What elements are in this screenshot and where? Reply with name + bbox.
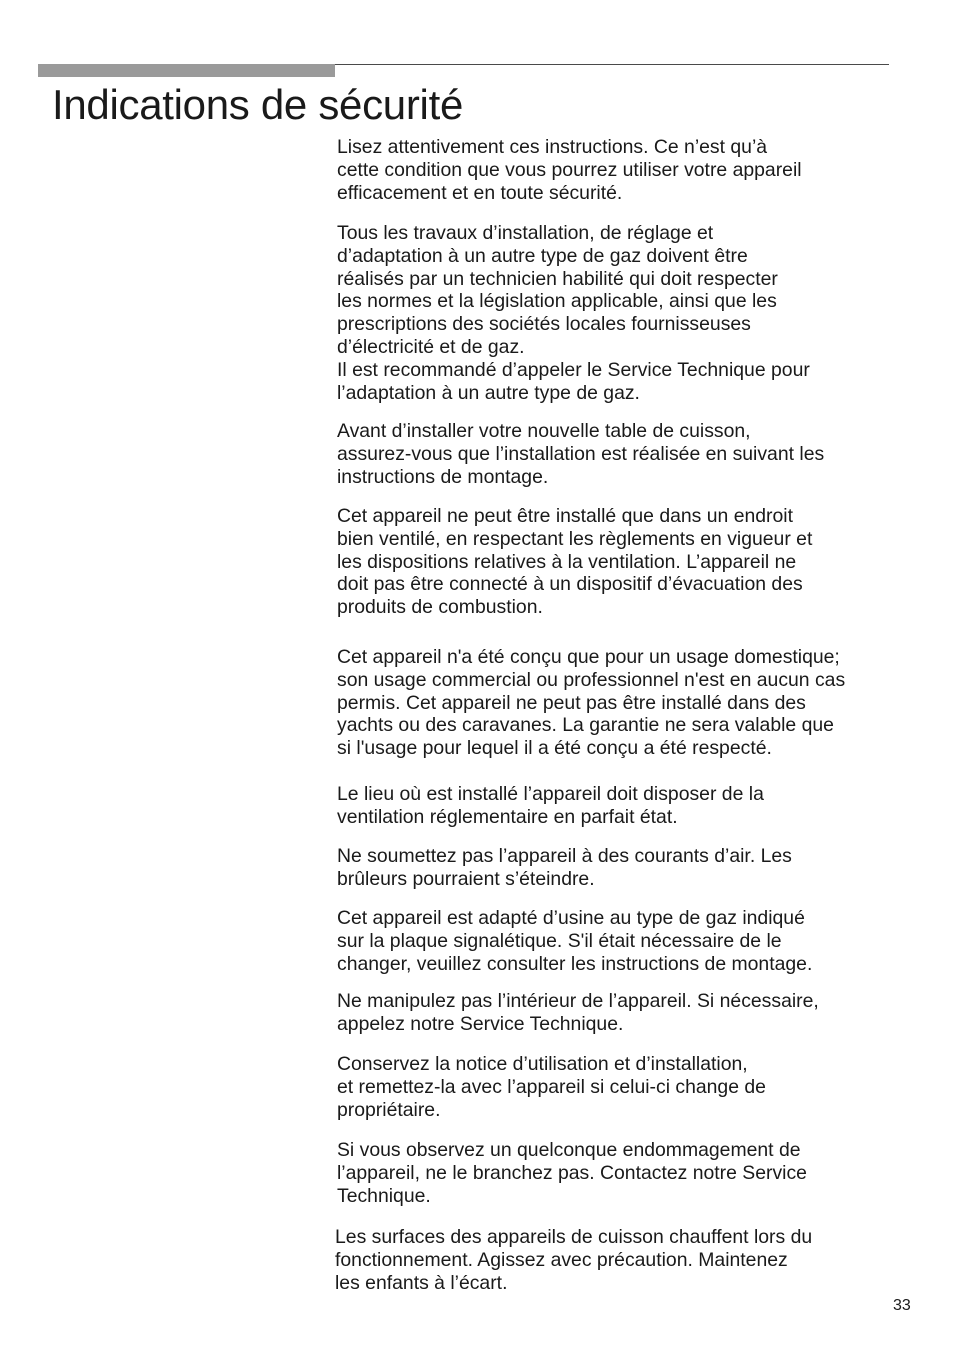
paragraph-line: produits de combustion.	[337, 596, 543, 619]
safety-paragraph	[337, 505, 917, 619]
page-title: Indications de sécurité	[52, 81, 464, 128]
header-accent-bar	[38, 64, 335, 77]
safety-paragraph	[337, 907, 917, 975]
paragraph-line: les dispositions relatives à la ventilation. L’appareil ne	[337, 550, 797, 573]
paragraph-line: sur la plaque signalétique. S'il était nécessaire de le	[337, 929, 782, 952]
safety-paragraph	[337, 646, 917, 760]
safety-paragraph	[337, 136, 917, 204]
paragraph-line: Ne manipulez pas l’intérieur de l’appareil. Si nécessaire,	[337, 990, 819, 1012]
paragraph-line: les normes et la législation applicable, ainsi que les	[337, 290, 777, 313]
safety-paragraph	[337, 1139, 917, 1207]
paragraph-line: l’adaptation à un autre type de gaz.	[337, 381, 640, 404]
paragraph-line: Cet appareil ne peut être installé que dans un endroit	[337, 505, 793, 527]
paragraph-line: d’adaptation à un autre type de gaz doivent être	[337, 244, 748, 267]
safety-paragraph	[337, 990, 917, 1036]
paragraph-line: changer, veuillez consulter les instructions de montage.	[337, 952, 813, 975]
paragraph-line: réalisés par un technicien habilité qui doit respecter	[337, 267, 778, 290]
paragraph-line: cette condition que vous pourrez utiliser votre appareil	[337, 158, 802, 181]
paragraph-line: Il est recommandé d’appeler le Service Technique pour	[337, 358, 810, 381]
safety-paragraph	[337, 1053, 917, 1121]
header-rule	[335, 64, 889, 65]
paragraph-line: brûleurs pourraient s’éteindre.	[337, 867, 595, 890]
safety-paragraph	[335, 1226, 915, 1294]
paragraph-line: Tous les travaux d’installation, de réglage et	[337, 222, 714, 244]
paragraph-line: appelez notre Service Technique.	[337, 1012, 624, 1035]
paragraph-line: Lisez attentivement ces instructions. Ce n’est qu’à	[337, 136, 768, 158]
paragraph-line: d’électricité et de gaz.	[337, 335, 525, 358]
paragraph-line: Avant d’installer votre nouvelle table de cuisson,	[337, 420, 751, 442]
paragraph-line: doit pas être connecté à un dispositif d’évacuation des	[337, 573, 803, 596]
paragraph-line: si l'usage pour lequel il a été conçu a été respecté.	[337, 737, 772, 760]
paragraph-line: instructions de montage.	[337, 465, 549, 488]
paragraph-line: Ne soumettez pas l’appareil à des courants d’air. Les	[337, 845, 792, 867]
paragraph-line: permis. Cet appareil ne peut pas être installé dans des	[337, 691, 806, 714]
paragraph-line: Cet appareil n'a été conçu que pour un usage domestique;	[337, 646, 840, 668]
paragraph-line: et remettez-la avec l’appareil si celui-ci change de	[337, 1075, 766, 1098]
paragraph-line: Technique.	[337, 1184, 431, 1207]
paragraph-line: propriétaire.	[337, 1098, 441, 1121]
paragraph-line: Si vous observez un quelconque endommagement de	[337, 1139, 801, 1161]
page-number: 33	[893, 1297, 911, 1314]
paragraph-line: assurez-vous que l’installation est réalisée en suivant les	[337, 442, 825, 465]
paragraph-line: son usage commercial ou professionnel n'est en aucun cas	[337, 668, 846, 691]
paragraph-line: ventilation réglementaire en parfait état.	[337, 805, 678, 828]
safety-paragraph	[337, 783, 917, 829]
paragraph-line: Les surfaces des appareils de cuisson chauffent lors du	[335, 1226, 813, 1248]
paragraph-line: fonctionnement. Agissez avec précaution. Maintenez	[335, 1248, 788, 1271]
safety-paragraph	[337, 420, 917, 488]
paragraph-line: bien ventilé, en respectant les règlements en vigueur et	[337, 527, 813, 550]
safety-paragraph	[337, 845, 917, 891]
paragraph-line: Cet appareil est adapté d’usine au type de gaz indiqué	[337, 907, 805, 929]
safety-paragraph	[337, 222, 917, 404]
paragraph-line: efficacement et en toute sécurité.	[337, 181, 623, 204]
paragraph-line: Le lieu où est installé l’appareil doit disposer de la	[337, 783, 764, 805]
paragraph-line: les enfants à l’écart.	[335, 1271, 508, 1294]
paragraph-line: Conservez la notice d’utilisation et d’installation,	[337, 1053, 748, 1075]
paragraph-line: l’appareil, ne le branchez pas. Contactez notre Service	[337, 1161, 807, 1184]
paragraph-line: prescriptions des sociétés locales fournisseuses	[337, 313, 751, 336]
paragraph-line: yachts ou des caravanes. La garantie ne sera valable que	[337, 714, 834, 737]
